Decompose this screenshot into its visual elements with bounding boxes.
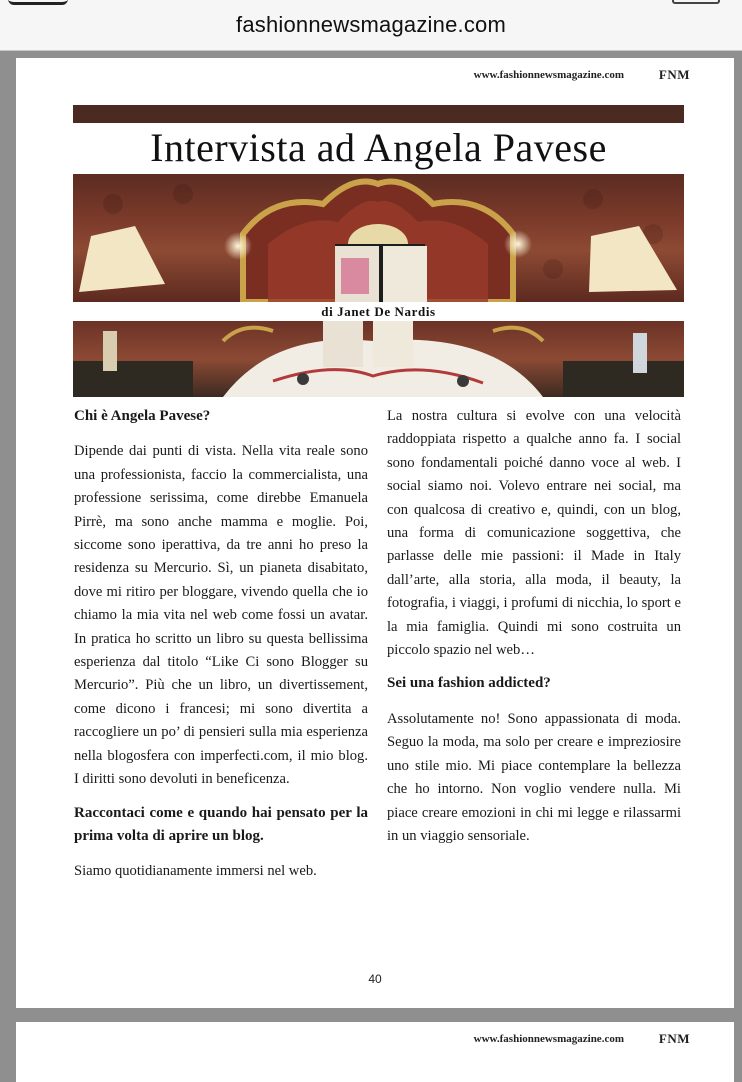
address-bar-url[interactable]: fashionnewsmagazine.com bbox=[236, 12, 506, 37]
hotel-bed-illustration bbox=[73, 321, 684, 397]
battery-icon bbox=[672, 0, 720, 4]
next-magazine-page bbox=[16, 1022, 734, 1082]
page-number: 40 bbox=[368, 972, 382, 986]
answer-2-continued: La nostra cultura si evolve con una velocità raddoppiata rispetto a qualche anno fa. I social sono fondamentali poiché danno voce al web. I social siamo noi. Volevo entrare nei social, ma con qualcosa di creativo e, quindi, con un blog, una forma di comunicazione soggettiva, che parlasse delle mie passioni: il Made in Italy dall’arte, alla storia, alla moda, il beauty, la fotografia, i viaggi, i profumi di nicchia, lo sport e la mia famiglia. Quindi mi sono costruita un piccolo spazio nel web… bbox=[387, 408, 681, 659]
status-bar-left bbox=[8, 0, 68, 5]
answer-1: Dipende dai punti di vista. Nella vita reale sono una professionista, faccio la commercialista, una professione serissima, come direbbe Emanuela Pirrè, ma sono anche mamma e moglie. Poi, siccome sono iperattiva, da tre anni ho preso la residenza su Mercurio. Sì, un pianeta disabitato, dove mi ritiro per bloggare, vivendo quella che io chiamo la mia vita nel web come fossi un avatar. In pratica ho scritto un libro su questa bellissima esperienza dal titolo “Like Ci sono Blogger su Mercurio”. Più che un libro, un divertissement, come dicono i francesi; mi sono divertita a raccogliere un po’ di pensieri sulla mia esperienza nella blogosfera con imperfecti.com, il mio blog. I diritti sono devoluti in beneficenza. bbox=[74, 443, 368, 788]
hero-photo-bottom bbox=[73, 321, 684, 397]
next-header-brand: FNM bbox=[658, 1031, 690, 1046]
browser-toolbar bbox=[0, 0, 742, 51]
article-column-left bbox=[74, 405, 368, 894]
header-brand: FNM bbox=[658, 67, 690, 82]
answer-3: Assolutamente no! Sono appassionata di moda. Seguo la moda, ma solo per creare e impreziosire uno stile mio. Mi piace contemplare la bellezza che ho intorno. Non voglio vendere nulla. Mi piace creare emozioni in chi mi legge e rilassarmi in un viaggio sensoriale. bbox=[387, 710, 681, 844]
question-2: Raccontaci come e quando hai pensato per la prima volta di aprire un blog. bbox=[74, 804, 368, 844]
article-title: Intervista ad Angela Pavese bbox=[150, 125, 607, 170]
header-site-url: www.fashionnewsmagazine.com bbox=[473, 69, 624, 81]
article-byline: di Janet De Nardis bbox=[321, 304, 436, 319]
hero-photo-top-strip bbox=[73, 105, 684, 123]
hotel-room-illustration bbox=[73, 174, 684, 302]
question-3: Sei una fashion addicted? bbox=[387, 675, 551, 692]
question-1: Chi è Angela Pavese? bbox=[74, 408, 211, 424]
answer-2-start: Siamo quotidianamente immersi nel web. bbox=[74, 863, 317, 880]
next-header-site-url: www.fashionnewsmagazine.com bbox=[473, 1033, 624, 1045]
magazine-page bbox=[16, 58, 734, 1008]
hero-photo bbox=[73, 174, 684, 302]
article-column-right bbox=[387, 405, 681, 858]
